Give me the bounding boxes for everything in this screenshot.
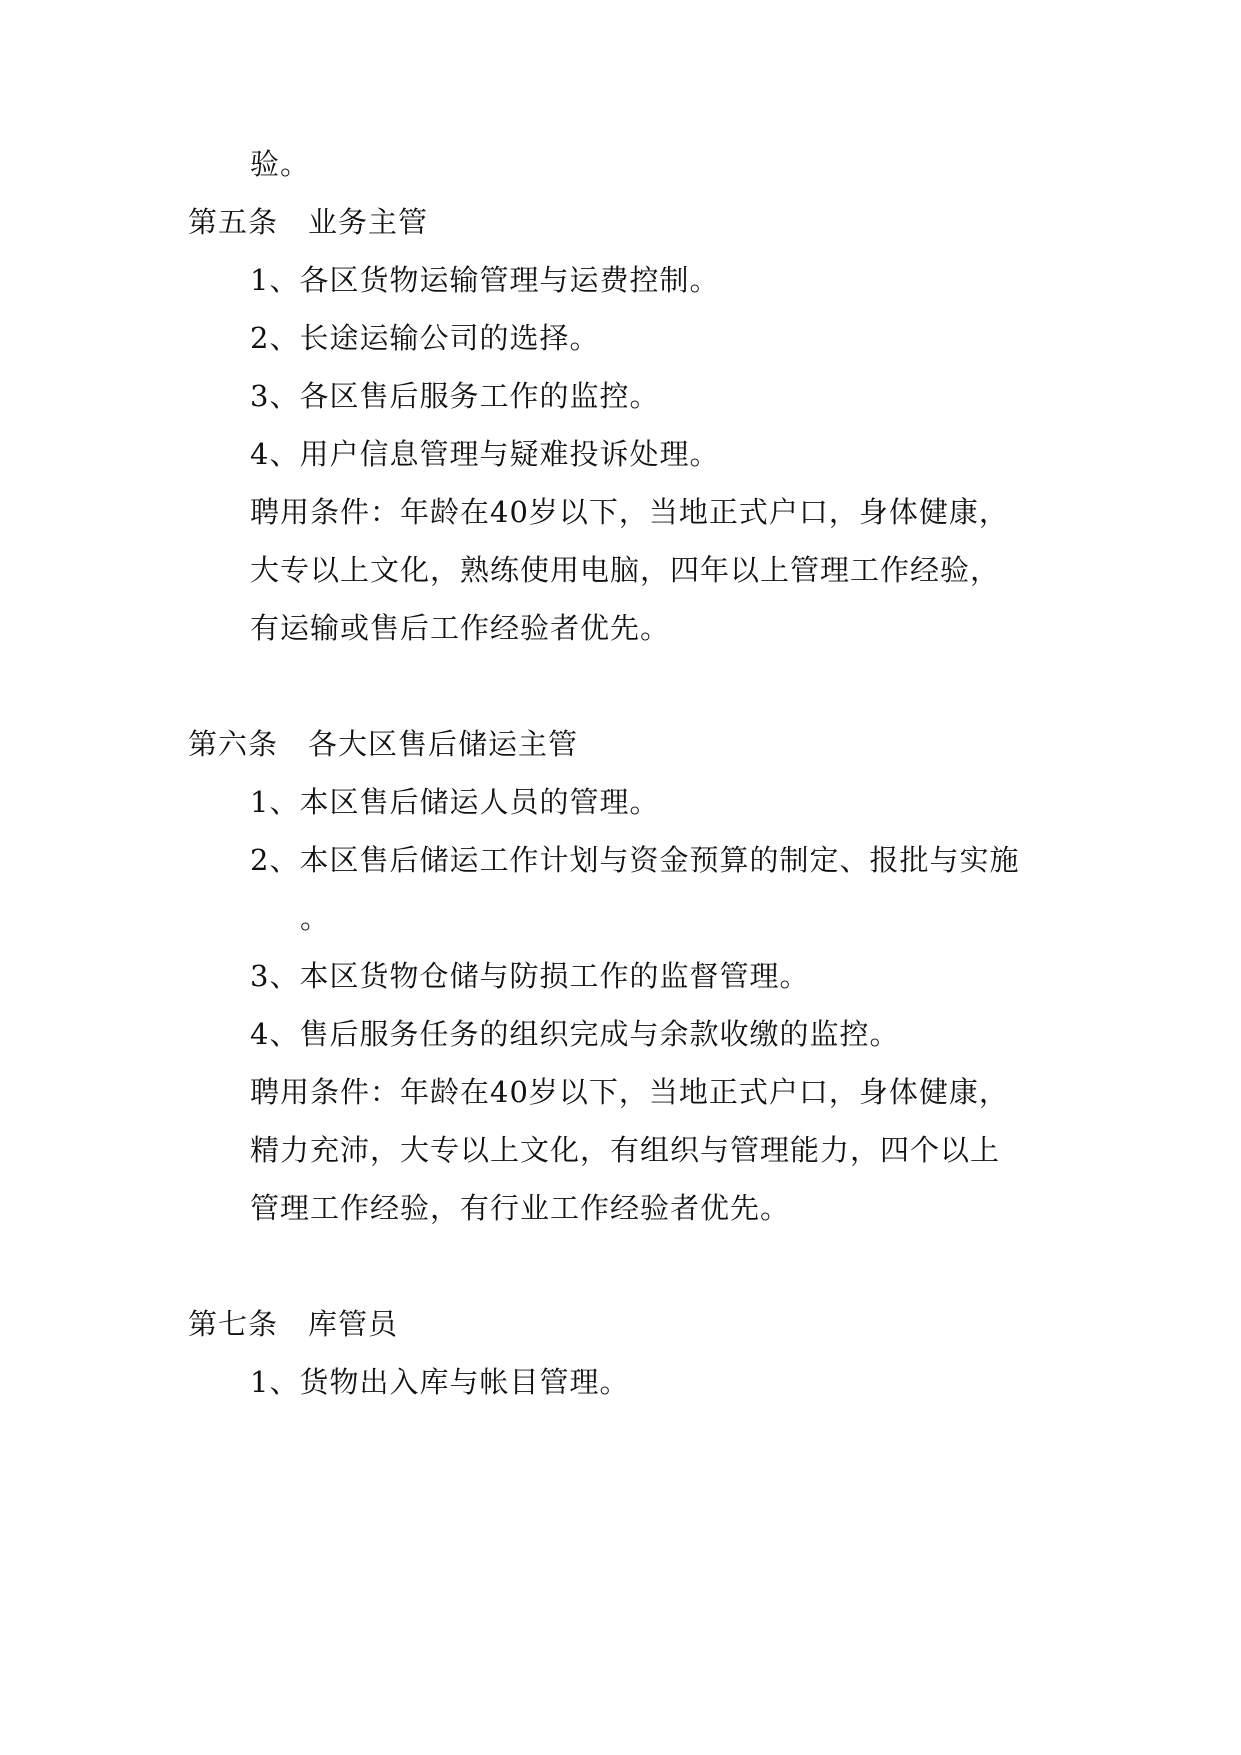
list-item: 1、各区货物运输管理与运费控制。 xyxy=(250,263,720,297)
list-item: 1、货物出入库与帐目管理。 xyxy=(250,1365,630,1399)
list-item: 2、长途运输公司的选择。 xyxy=(250,321,600,355)
requirement-line: 精力充沛，大专以上文化，有组织与管理能力，四个以上 xyxy=(250,1133,1001,1167)
paragraph-line: 验。 xyxy=(250,147,311,181)
article-title: 各大区售后储运主管 xyxy=(308,727,579,761)
article-number: 第五条 xyxy=(188,205,279,239)
section-heading-6 xyxy=(188,724,578,764)
list-item: 1、本区售后储运人员的管理。 xyxy=(250,785,660,819)
list-item: 4、售后服务任务的组织完成与余款收缴的监控。 xyxy=(250,1017,900,1051)
article-number: 第七条 xyxy=(188,1307,279,1341)
requirement-line: 聘用条件：年龄在40岁以下，当地正式户口，身体健康， xyxy=(250,1075,1009,1109)
section-heading-5 xyxy=(188,202,428,242)
article-number: 第六条 xyxy=(188,727,279,761)
requirement-line: 管理工作经验，有行业工作经验者优先。 xyxy=(250,1191,791,1225)
requirement-line: 聘用条件：年龄在40岁以下，当地正式户口，身体健康， xyxy=(250,495,1009,529)
list-item-continuation: 。 xyxy=(300,901,331,935)
article-title: 业务主管 xyxy=(308,205,429,239)
list-item: 3、本区货物仓储与防损工作的监督管理。 xyxy=(250,959,810,993)
list-item: 2、本区售后储运工作计划与资金预算的制定、报批与实施 xyxy=(250,843,1020,877)
section-heading-7 xyxy=(188,1304,398,1344)
list-item: 4、用户信息管理与疑难投诉处理。 xyxy=(250,437,720,471)
requirement-line: 有运输或售后工作经验者优先。 xyxy=(250,611,671,645)
list-item: 3、各区售后服务工作的监控。 xyxy=(250,379,660,413)
article-title: 库管员 xyxy=(308,1307,399,1341)
requirement-line: 大专以上文化，熟练使用电脑，四年以上管理工作经验， xyxy=(250,553,1001,587)
